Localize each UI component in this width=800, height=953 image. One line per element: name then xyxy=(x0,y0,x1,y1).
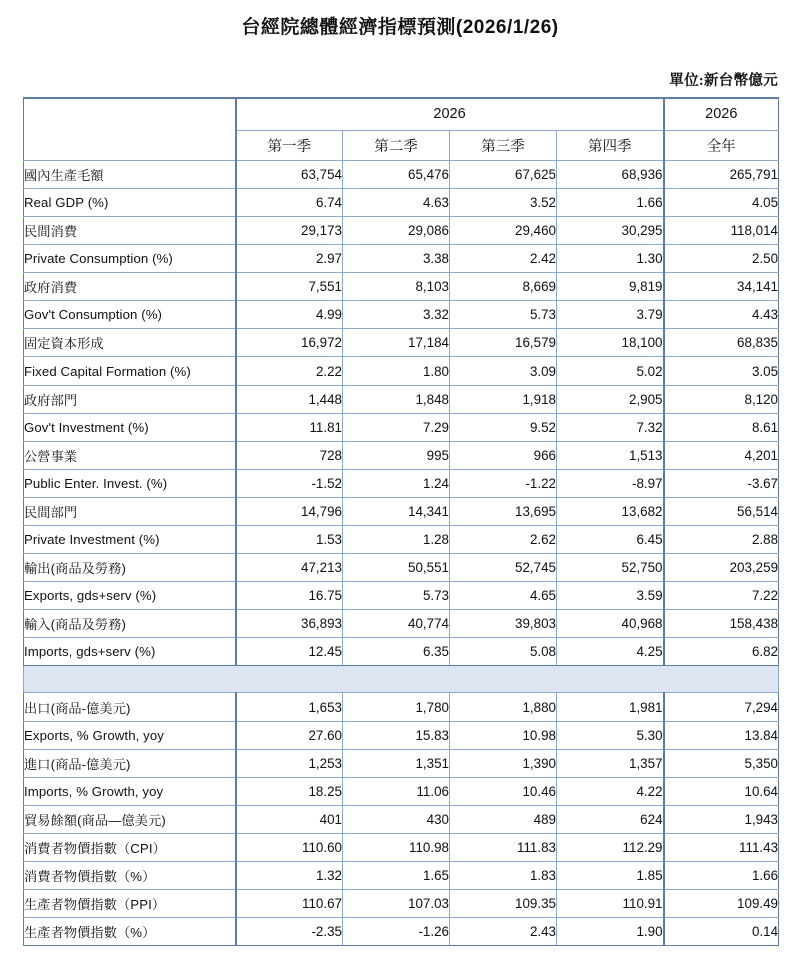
header-annual: 全年 xyxy=(664,130,779,160)
cell-q1: 1,653 xyxy=(236,693,343,721)
cell-q4: 7.32 xyxy=(557,413,664,441)
cell-q3: 67,625 xyxy=(450,160,557,188)
cell-q4: 6.45 xyxy=(557,526,664,554)
cell-q2: 1.65 xyxy=(343,862,450,890)
cell-q3: 1,390 xyxy=(450,749,557,777)
row-label: 固定資本形成 xyxy=(24,329,236,357)
row-label: 公營事業 xyxy=(24,441,236,469)
row-label: Gov't Investment (%) xyxy=(24,413,236,441)
cell-q2: 1,351 xyxy=(343,749,450,777)
table-row xyxy=(24,862,779,890)
cell-q1: 110.60 xyxy=(236,833,343,861)
header-quarter-3: 第三季 xyxy=(450,130,557,160)
cell-annual: 4,201 xyxy=(664,441,779,469)
cell-q3: 1.83 xyxy=(450,862,557,890)
row-label: 政府消費 xyxy=(24,273,236,301)
row-label: Imports, % Growth, yoy xyxy=(24,777,236,805)
cell-annual: 1.66 xyxy=(664,862,779,890)
cell-q2: 1.24 xyxy=(343,469,450,497)
cell-annual: 5,350 xyxy=(664,749,779,777)
cell-q4: 52,750 xyxy=(557,554,664,582)
table-row xyxy=(24,890,779,918)
cell-q4: 68,936 xyxy=(557,160,664,188)
cell-q4: -8.97 xyxy=(557,469,664,497)
cell-q1: 4.99 xyxy=(236,301,343,329)
table-row xyxy=(24,918,779,946)
row-label: 國內生產毛額 xyxy=(24,160,236,188)
cell-q3: 10.46 xyxy=(450,777,557,805)
cell-annual: 56,514 xyxy=(664,497,779,525)
cell-q3: 489 xyxy=(450,805,557,833)
row-label: Exports, gds+serv (%) xyxy=(24,582,236,610)
table-row xyxy=(24,721,779,749)
cell-q3: 2.62 xyxy=(450,526,557,554)
cell-q2: 3.32 xyxy=(343,301,450,329)
cell-q3: 4.65 xyxy=(450,582,557,610)
cell-q1: 401 xyxy=(236,805,343,833)
table-row xyxy=(24,805,779,833)
cell-q4: 110.91 xyxy=(557,890,664,918)
cell-q4: 1.85 xyxy=(557,862,664,890)
row-label: 生產者物價指數（%） xyxy=(24,918,236,946)
row-label: 輸出(商品及勞務) xyxy=(24,554,236,582)
table-row xyxy=(24,777,779,805)
cell-q2: 1,780 xyxy=(343,693,450,721)
cell-q1: 7,551 xyxy=(236,273,343,301)
cell-q4: 5.30 xyxy=(557,721,664,749)
cell-q1: 1.53 xyxy=(236,526,343,554)
table-row xyxy=(24,526,779,554)
cell-q2: 1,848 xyxy=(343,385,450,413)
cell-q1: 2.22 xyxy=(236,357,343,385)
table-row xyxy=(24,749,779,777)
cell-annual: 203,259 xyxy=(664,554,779,582)
cell-annual: 0.14 xyxy=(664,918,779,946)
unit-note: 單位:新台幣億元 xyxy=(669,72,778,89)
cell-q3: 2.43 xyxy=(450,918,557,946)
cell-q2: 65,476 xyxy=(343,160,450,188)
row-label: 民間消費 xyxy=(24,216,236,244)
page-title: 台經院總體經濟指標預測(2026/1/26) xyxy=(241,17,559,38)
row-label: Fixed Capital Formation (%) xyxy=(24,357,236,385)
cell-q1: 728 xyxy=(236,441,343,469)
table-row xyxy=(24,329,779,357)
row-label: 生產者物價指數（PPI） xyxy=(24,890,236,918)
cell-annual: 158,438 xyxy=(664,610,779,638)
table-head xyxy=(24,98,779,161)
table-row xyxy=(24,693,779,721)
header-row-group xyxy=(24,98,779,131)
cell-annual: -3.67 xyxy=(664,469,779,497)
cell-annual: 7,294 xyxy=(664,693,779,721)
cell-q1: 14,796 xyxy=(236,497,343,525)
row-label: Gov't Consumption (%) xyxy=(24,301,236,329)
cell-annual: 4.05 xyxy=(664,188,779,216)
cell-q4: 4.22 xyxy=(557,777,664,805)
cell-q2: 17,184 xyxy=(343,329,450,357)
row-label: 消費者物價指數（CPI） xyxy=(24,833,236,861)
cell-q3: 111.83 xyxy=(450,833,557,861)
cell-q2: 6.35 xyxy=(343,638,450,666)
cell-q1: 1.32 xyxy=(236,862,343,890)
row-label: 進口(商品-億美元) xyxy=(24,749,236,777)
table-row xyxy=(24,469,779,497)
cell-q4: 1.30 xyxy=(557,245,664,273)
row-label: Imports, gds+serv (%) xyxy=(24,638,236,666)
row-label: Exports, % Growth, yoy xyxy=(24,721,236,749)
cell-annual: 68,835 xyxy=(664,329,779,357)
cell-q2: 8,103 xyxy=(343,273,450,301)
cell-annual: 3.05 xyxy=(664,357,779,385)
cell-q4: 18,100 xyxy=(557,329,664,357)
cell-q3: 966 xyxy=(450,441,557,469)
cell-annual: 4.43 xyxy=(664,301,779,329)
cell-q3: 13,695 xyxy=(450,497,557,525)
cell-q2: -1.26 xyxy=(343,918,450,946)
cell-q2: 110.98 xyxy=(343,833,450,861)
cell-q2: 995 xyxy=(343,441,450,469)
table-row xyxy=(24,582,779,610)
cell-q3: 9.52 xyxy=(450,413,557,441)
header-quarter-1: 第一季 xyxy=(236,130,343,160)
cell-q3: 109.35 xyxy=(450,890,557,918)
cell-q1: 63,754 xyxy=(236,160,343,188)
cell-q2: 1.80 xyxy=(343,357,450,385)
cell-q2: 4.63 xyxy=(343,188,450,216)
cell-q1: 47,213 xyxy=(236,554,343,582)
cell-q1: -2.35 xyxy=(236,918,343,946)
row-label: 貿易餘額(商品—億美元) xyxy=(24,805,236,833)
cell-annual: 111.43 xyxy=(664,833,779,861)
row-label: 輸入(商品及勞務) xyxy=(24,610,236,638)
cell-q2: 5.73 xyxy=(343,582,450,610)
cell-q2: 40,774 xyxy=(343,610,450,638)
cell-q2: 1.28 xyxy=(343,526,450,554)
cell-q4: 112.29 xyxy=(557,833,664,861)
row-label: Private Investment (%) xyxy=(24,526,236,554)
table-row xyxy=(24,188,779,216)
header-quarter-2: 第二季 xyxy=(343,130,450,160)
header-quarter-4: 第四季 xyxy=(557,130,664,160)
cell-q3: 3.52 xyxy=(450,188,557,216)
cell-q4: 40,968 xyxy=(557,610,664,638)
cell-q1: 12.45 xyxy=(236,638,343,666)
cell-q1: 16.75 xyxy=(236,582,343,610)
row-label: Private Consumption (%) xyxy=(24,245,236,273)
cell-annual: 8,120 xyxy=(664,385,779,413)
cell-q1: 1,448 xyxy=(236,385,343,413)
cell-q4: 3.59 xyxy=(557,582,664,610)
cell-q3: 29,460 xyxy=(450,216,557,244)
row-label: Public Enter. Invest. (%) xyxy=(24,469,236,497)
table-row xyxy=(24,160,779,188)
cell-q3: 10.98 xyxy=(450,721,557,749)
cell-q3: 16,579 xyxy=(450,329,557,357)
cell-q1: 29,173 xyxy=(236,216,343,244)
cell-q4: 13,682 xyxy=(557,497,664,525)
cell-q2: 11.06 xyxy=(343,777,450,805)
row-label: 出口(商品-億美元) xyxy=(24,693,236,721)
cell-q4: 2,905 xyxy=(557,385,664,413)
header-corner-blank xyxy=(24,98,236,161)
cell-q3: 5.08 xyxy=(450,638,557,666)
cell-q4: 3.79 xyxy=(557,301,664,329)
cell-q3: 52,745 xyxy=(450,554,557,582)
cell-q4: 1.66 xyxy=(557,188,664,216)
table-row xyxy=(24,441,779,469)
cell-q4: 1.90 xyxy=(557,918,664,946)
table-row xyxy=(24,833,779,861)
table-row xyxy=(24,245,779,273)
cell-q3: 1,880 xyxy=(450,693,557,721)
table-row xyxy=(24,385,779,413)
cell-q4: 624 xyxy=(557,805,664,833)
table-row xyxy=(24,413,779,441)
cell-q3: 3.09 xyxy=(450,357,557,385)
cell-q1: 27.60 xyxy=(236,721,343,749)
cell-q2: 3.38 xyxy=(343,245,450,273)
cell-q3: 2.42 xyxy=(450,245,557,273)
table-row xyxy=(24,610,779,638)
cell-annual: 13.84 xyxy=(664,721,779,749)
cell-annual: 118,014 xyxy=(664,216,779,244)
row-label: 民間部門 xyxy=(24,497,236,525)
table-row xyxy=(24,273,779,301)
header-group-quarterly-year: 2026 xyxy=(236,98,664,131)
table-row xyxy=(24,638,779,666)
cell-annual: 10.64 xyxy=(664,777,779,805)
cell-q2: 430 xyxy=(343,805,450,833)
cell-q1: -1.52 xyxy=(236,469,343,497)
macro-forecast-table xyxy=(23,97,779,947)
table-row xyxy=(24,357,779,385)
cell-q4: 1,357 xyxy=(557,749,664,777)
cell-q2: 29,086 xyxy=(343,216,450,244)
cell-annual: 2.88 xyxy=(664,526,779,554)
cell-q1: 1,253 xyxy=(236,749,343,777)
cell-annual: 2.50 xyxy=(664,245,779,273)
table-body xyxy=(24,160,779,946)
cell-annual: 6.82 xyxy=(664,638,779,666)
cell-q4: 30,295 xyxy=(557,216,664,244)
table-row xyxy=(24,497,779,525)
cell-q1: 16,972 xyxy=(236,329,343,357)
cell-q3: 1,918 xyxy=(450,385,557,413)
table-row xyxy=(24,301,779,329)
section-spacer-band xyxy=(24,666,779,693)
cell-annual: 1,943 xyxy=(664,805,779,833)
header-group-annual-year: 2026 xyxy=(664,98,779,131)
cell-annual: 8.61 xyxy=(664,413,779,441)
cell-q1: 110.67 xyxy=(236,890,343,918)
cell-annual: 109.49 xyxy=(664,890,779,918)
cell-q4: 1,513 xyxy=(557,441,664,469)
row-label: Real GDP (%) xyxy=(24,188,236,216)
table-container xyxy=(23,97,778,947)
cell-q4: 1,981 xyxy=(557,693,664,721)
table-row xyxy=(24,554,779,582)
cell-q2: 7.29 xyxy=(343,413,450,441)
cell-q1: 2.97 xyxy=(236,245,343,273)
cell-q3: -1.22 xyxy=(450,469,557,497)
cell-q4: 4.25 xyxy=(557,638,664,666)
cell-q1: 36,893 xyxy=(236,610,343,638)
table-row xyxy=(24,216,779,244)
cell-q2: 14,341 xyxy=(343,497,450,525)
cell-annual: 34,141 xyxy=(664,273,779,301)
cell-annual: 7.22 xyxy=(664,582,779,610)
cell-q3: 39,803 xyxy=(450,610,557,638)
row-label: 政府部門 xyxy=(24,385,236,413)
cell-q2: 50,551 xyxy=(343,554,450,582)
cell-q4: 5.02 xyxy=(557,357,664,385)
cell-q1: 18.25 xyxy=(236,777,343,805)
cell-q2: 107.03 xyxy=(343,890,450,918)
cell-annual: 265,791 xyxy=(664,160,779,188)
section-spacer-cell xyxy=(24,666,779,693)
cell-q4: 9,819 xyxy=(557,273,664,301)
cell-q1: 11.81 xyxy=(236,413,343,441)
cell-q1: 6.74 xyxy=(236,188,343,216)
cell-q3: 8,669 xyxy=(450,273,557,301)
cell-q2: 15.83 xyxy=(343,721,450,749)
cell-q3: 5.73 xyxy=(450,301,557,329)
row-label: 消費者物價指數（%） xyxy=(24,862,236,890)
